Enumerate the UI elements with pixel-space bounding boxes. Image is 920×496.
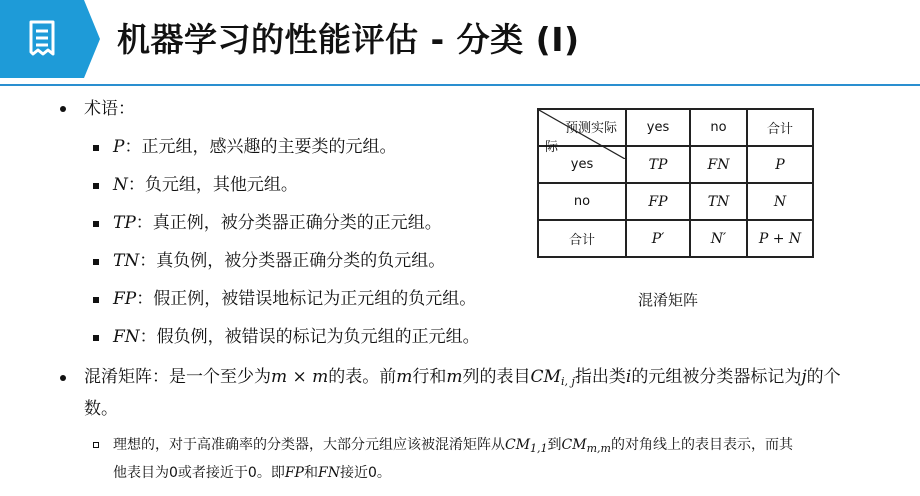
terms-heading: 术语： bbox=[84, 99, 135, 119]
bullet bbox=[93, 183, 99, 189]
text: 接近 bbox=[339, 465, 368, 481]
bullet bbox=[93, 442, 99, 448]
confusion-definition-line1 bbox=[84, 366, 841, 393]
text: 的对角线上的表目表示，而其 bbox=[610, 437, 793, 453]
math: m bbox=[396, 367, 413, 387]
term-symbol: P bbox=[113, 137, 125, 157]
term-item bbox=[113, 326, 480, 348]
matrix-cell: N bbox=[747, 183, 813, 220]
confusion-definition-line2: 数。 bbox=[84, 399, 118, 419]
math: FP bbox=[284, 465, 304, 481]
bullet bbox=[93, 297, 99, 303]
bullet bbox=[60, 106, 66, 112]
row-header: yes bbox=[538, 146, 626, 183]
row-header: no bbox=[538, 183, 626, 220]
col-header: 合计 bbox=[747, 109, 813, 146]
text: 行和 bbox=[412, 367, 447, 387]
text: 0 bbox=[247, 465, 257, 481]
text: 他表目为 bbox=[113, 465, 169, 481]
text: 。 bbox=[376, 465, 391, 481]
term-definition: ：真负例，被分类器正确分类的负元组。 bbox=[139, 251, 446, 271]
ideal-line2 bbox=[113, 462, 391, 484]
bullet bbox=[93, 335, 99, 341]
row-header: 合计 bbox=[538, 220, 626, 257]
math: m × m bbox=[271, 367, 329, 387]
bullet bbox=[93, 259, 99, 265]
math: FN bbox=[317, 465, 340, 481]
header-chevron bbox=[84, 0, 100, 78]
text: 混淆矩阵：是一个至少为 bbox=[84, 367, 271, 387]
document-icon bbox=[28, 20, 56, 58]
math: CM bbox=[505, 437, 531, 453]
matrix-cell: FN bbox=[690, 146, 747, 183]
header-accent-box bbox=[0, 0, 84, 78]
bullet bbox=[93, 145, 99, 151]
term-definition: ：真正例，被分类器正确分类的正元组。 bbox=[135, 213, 442, 233]
term-item bbox=[113, 174, 298, 196]
term-symbol: FN bbox=[113, 327, 140, 347]
confusion-matrix-table bbox=[537, 108, 814, 258]
math: i bbox=[625, 367, 632, 387]
term-item bbox=[113, 136, 396, 158]
text: 0 bbox=[367, 465, 377, 481]
matrix-cell: TP bbox=[626, 146, 690, 183]
term-item bbox=[113, 212, 442, 234]
matrix-cell: TN bbox=[690, 183, 747, 220]
corner-cell bbox=[538, 109, 626, 155]
math-subscript: m,m bbox=[586, 442, 611, 455]
text: 。即 bbox=[256, 465, 285, 481]
title-divider bbox=[0, 84, 920, 86]
text: 到 bbox=[547, 437, 562, 453]
matrix-cell: P + N bbox=[747, 220, 813, 257]
matrix-cell: N′ bbox=[690, 220, 747, 257]
corner-actual-label: 际 bbox=[545, 140, 559, 155]
text: 的表。前 bbox=[328, 367, 397, 387]
text: 和 bbox=[303, 465, 318, 481]
text: 或者接近于 bbox=[177, 465, 248, 481]
text: 的个 bbox=[806, 367, 841, 387]
col-header: no bbox=[690, 109, 747, 146]
math-subscript: i, j bbox=[560, 375, 575, 388]
text: 理想的，对于高准确率的分类器，大部分元组应该被混淆矩阵从 bbox=[113, 437, 505, 453]
matrix-cell: P′ bbox=[626, 220, 690, 257]
math: j bbox=[801, 367, 807, 387]
text: 列的表目 bbox=[462, 367, 531, 387]
bullet bbox=[93, 221, 99, 227]
matrix-cell: FP bbox=[626, 183, 690, 220]
math: CM bbox=[561, 437, 587, 453]
ideal-line1 bbox=[113, 434, 793, 460]
term-item bbox=[113, 288, 476, 310]
term-symbol: TN bbox=[113, 251, 140, 271]
matrix-cell: P bbox=[747, 146, 813, 183]
math: m bbox=[446, 367, 463, 387]
matrix-caption: 混淆矩阵 bbox=[638, 291, 699, 309]
bullet bbox=[60, 375, 66, 381]
math-subscript: 1,1 bbox=[530, 442, 548, 455]
term-definition: ：假正例，被错误地标记为正元组的负元组。 bbox=[136, 289, 477, 309]
text: 0 bbox=[169, 465, 178, 481]
term-symbol: TP bbox=[113, 213, 136, 233]
term-item bbox=[113, 250, 445, 272]
corner-predicted-label: 预测实际 bbox=[565, 121, 618, 136]
col-header: yes bbox=[626, 109, 690, 146]
term-definition: ：假负例，被错误的标记为负元组的正元组。 bbox=[139, 327, 480, 347]
term-definition: ：负元组，其他元组。 bbox=[127, 175, 298, 195]
page-title: 机器学习的性能评估 - 分类 (I) bbox=[117, 20, 580, 59]
term-symbol: N bbox=[113, 175, 128, 195]
text: 的元组被分类器标记为 bbox=[631, 367, 802, 387]
text: 指出类 bbox=[574, 367, 626, 387]
term-definition: ：正元组，感兴趣的主要类的元组。 bbox=[124, 137, 397, 157]
math: CM bbox=[530, 367, 561, 387]
term-symbol: FP bbox=[113, 289, 137, 309]
